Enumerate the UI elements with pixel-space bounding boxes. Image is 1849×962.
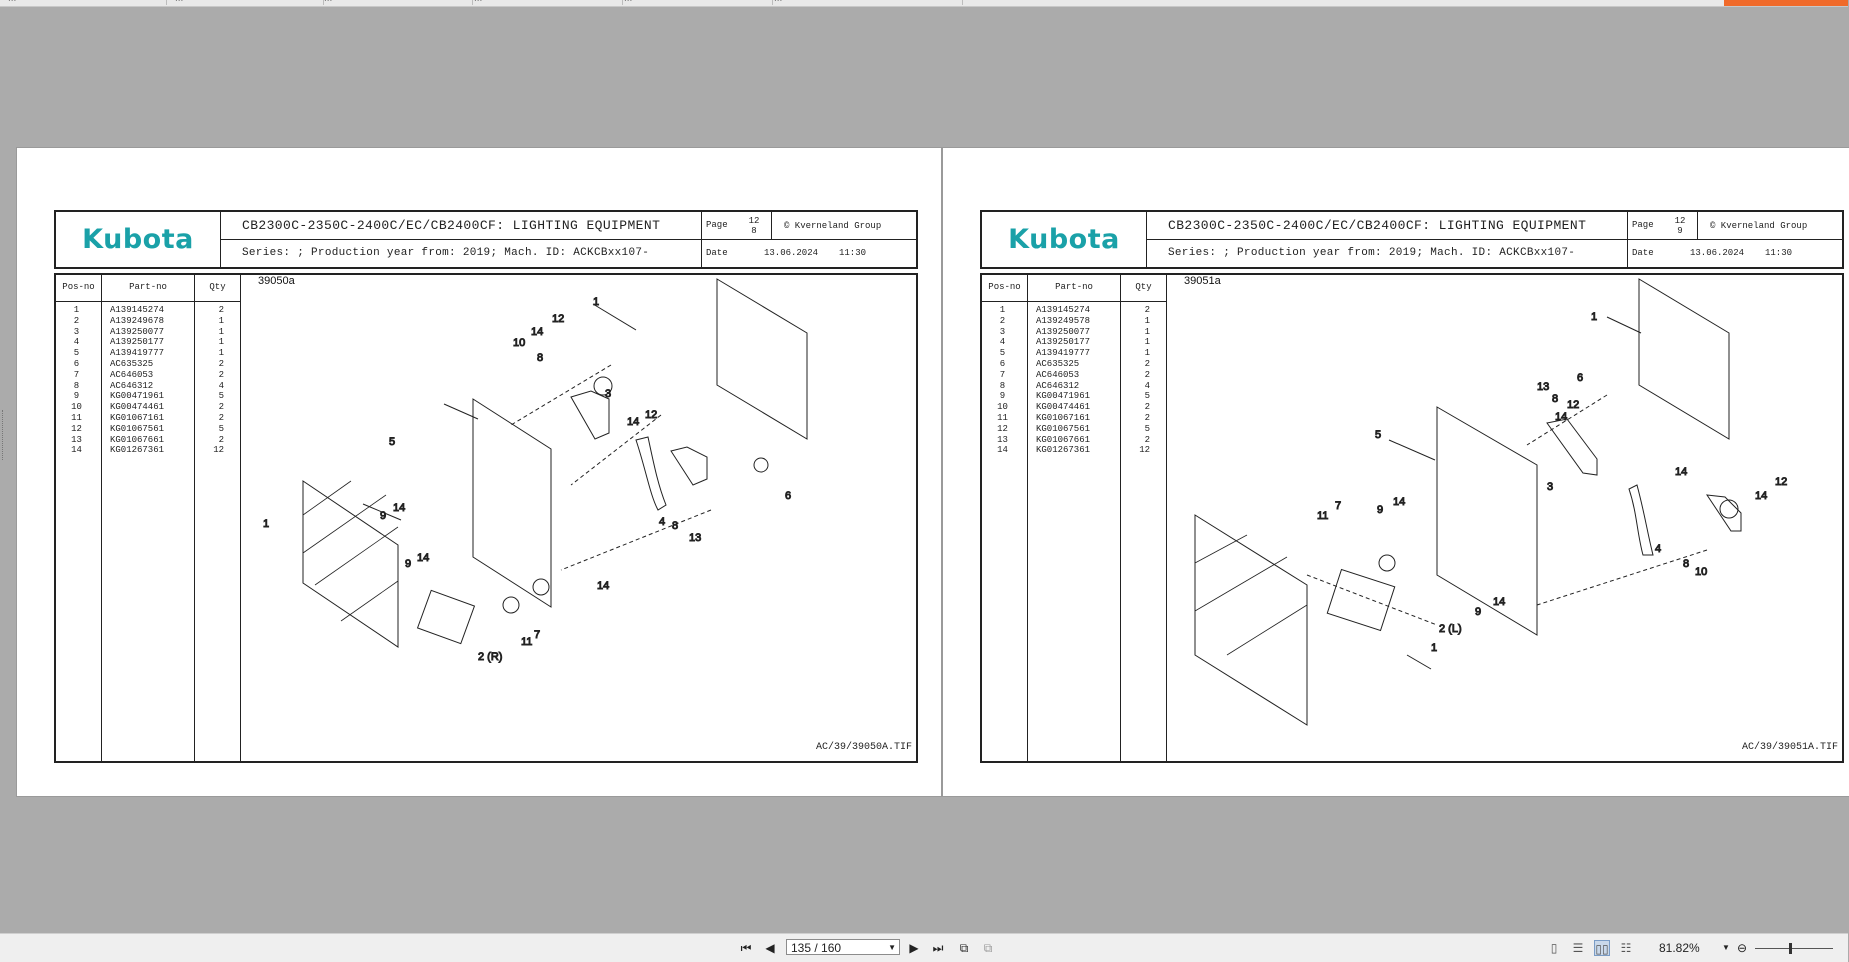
table-cell: KG00474461 xyxy=(1036,402,1091,413)
table-cell: 3 xyxy=(999,326,1006,337)
qty-column xyxy=(195,275,241,761)
zoom-out-icon: ⊖ xyxy=(1736,941,1748,955)
table-cell: 2 xyxy=(1144,305,1150,315)
table-cell: 5 xyxy=(218,391,224,402)
callout-14e: 14 xyxy=(1493,596,1506,608)
callout-4: 4 xyxy=(1655,543,1662,555)
file-reference: AC/39/39050A.TIF xyxy=(815,742,912,753)
callout-12b: 12 xyxy=(645,409,658,421)
two-page-icon: ▯▯ xyxy=(1595,942,1609,956)
callout-10: 10 xyxy=(1695,566,1708,578)
part-list xyxy=(1028,305,1120,456)
callout-2r: 2 (R) xyxy=(478,651,503,663)
table-cell: 1 xyxy=(218,348,224,359)
callout-11: 11 xyxy=(521,636,533,648)
table-cell: 2 xyxy=(218,402,224,413)
insert-page-button[interactable] xyxy=(956,940,972,956)
table-cell: 4 xyxy=(73,337,80,348)
table-cell: 5 xyxy=(1144,423,1150,434)
pdf-page-left xyxy=(16,147,942,797)
callout-8: 8 xyxy=(1552,393,1559,405)
table-cell: AC635325 xyxy=(1036,358,1080,369)
table-cell: KG01067561 xyxy=(1036,423,1091,434)
page-label: Page xyxy=(706,220,728,230)
pos-list xyxy=(56,305,101,456)
table-cell: 2 xyxy=(1144,358,1150,369)
diagram-id: 39051a xyxy=(1184,275,1221,287)
file-reference: AC/39/39051A.TIF xyxy=(1741,742,1838,753)
table-cell: 11 xyxy=(997,412,1008,423)
date-cell xyxy=(702,240,916,267)
callout-5: 5 xyxy=(1375,429,1382,441)
qty-list xyxy=(1121,305,1166,456)
table-cell: 5 xyxy=(73,348,80,359)
callout-9b: 9 xyxy=(405,558,412,570)
qty-header: Qty xyxy=(1121,275,1166,302)
table-cell: 12 xyxy=(1139,445,1150,456)
callout-1: 1 xyxy=(593,296,600,308)
table-cell: 2 xyxy=(73,315,80,326)
table-cell: 4 xyxy=(999,337,1006,348)
callout-14: 14 xyxy=(1555,411,1568,423)
time-value: 11:30 xyxy=(839,248,867,258)
table-cell: KG01267361 xyxy=(1036,445,1091,456)
table-cell: A139145274 xyxy=(110,305,165,315)
document-tab-1[interactable] xyxy=(0,0,167,5)
zoom-dropdown[interactable] xyxy=(1718,940,1734,956)
table-cell: 1 xyxy=(1144,315,1150,326)
page-number-top: 12 xyxy=(748,216,760,226)
exploded-diagram-svg xyxy=(241,275,916,761)
table-cell: 1 xyxy=(218,315,224,326)
copyright: © Kverneland Group xyxy=(772,212,916,240)
first-page-icon: ⏮ xyxy=(740,941,752,955)
table-cell: 13 xyxy=(997,434,1008,445)
single-page-icon: ▯ xyxy=(1550,941,1558,955)
table-cell: 5 xyxy=(999,348,1006,359)
zoom-slider[interactable] xyxy=(1755,948,1833,949)
previous-page-button[interactable] xyxy=(762,940,778,956)
table-cell: A139419777 xyxy=(110,348,165,359)
callout-9b: 9 xyxy=(1475,606,1482,618)
table-cell: AC646312 xyxy=(1036,380,1080,391)
title-block xyxy=(980,210,1844,269)
table-cell: 2 xyxy=(999,315,1006,326)
copyright: © Kverneland Group xyxy=(1698,212,1842,240)
table-cell: KG01067661 xyxy=(1036,434,1091,445)
callout-10: 10 xyxy=(513,337,526,349)
table-cell: 7 xyxy=(73,369,80,380)
callout-9: 9 xyxy=(380,510,387,522)
part-column xyxy=(102,275,195,761)
exploded-diagram-svg xyxy=(1167,275,1842,761)
callout-14b: 14 xyxy=(627,416,640,428)
table-cell: 1 xyxy=(1144,326,1150,337)
single-page-view-button[interactable] xyxy=(1546,940,1562,956)
table-cell: 4 xyxy=(1144,380,1150,391)
table-cell: 14 xyxy=(71,445,82,456)
table-cell: 1 xyxy=(218,337,224,348)
table-cell: 13 xyxy=(71,434,82,445)
table-cell: 9 xyxy=(999,391,1006,402)
part-header: Part-no xyxy=(1028,275,1120,302)
tab-bar xyxy=(0,0,1848,7)
series-info: Series: ; Production year from: 2019; Mach. ID: ACKCBxx107- xyxy=(220,240,702,267)
page-number-input[interactable] xyxy=(786,939,900,955)
callout-1b: 1 xyxy=(263,518,270,530)
table-cell: A139250077 xyxy=(110,326,165,337)
logo-cell xyxy=(56,212,221,267)
table-cell: 2 xyxy=(218,369,224,380)
table-cell: A139250077 xyxy=(1036,326,1091,337)
page-cell xyxy=(1628,212,1698,240)
previous-page-icon: ◀ xyxy=(765,941,775,955)
time-value: 11:30 xyxy=(1765,248,1793,258)
document-tab-5[interactable] xyxy=(616,0,773,5)
qty-list xyxy=(195,305,240,456)
table-cell: 2 xyxy=(1144,369,1150,380)
table-cell: A139250177 xyxy=(1036,337,1091,348)
table-cell: 2 xyxy=(1144,402,1150,413)
table-cell: 4 xyxy=(218,380,224,391)
callout-7: 7 xyxy=(1335,500,1342,512)
table-cell: 6 xyxy=(73,358,80,369)
kubota-logo: Kubota xyxy=(82,224,194,255)
table-cell: AC646053 xyxy=(1036,369,1080,380)
page-number-bottom: 9 xyxy=(1677,226,1683,236)
pos-list xyxy=(982,305,1027,456)
callout-2l: 2 (L) xyxy=(1439,623,1462,635)
callout-7: 7 xyxy=(534,629,541,641)
table-cell: AC646053 xyxy=(110,369,154,380)
table-cell: 1 xyxy=(1144,337,1150,348)
callout-9: 9 xyxy=(1377,504,1384,516)
page-label: Page xyxy=(1632,220,1654,230)
page-cell xyxy=(702,212,772,240)
document-tab-6[interactable] xyxy=(766,0,963,5)
page-number xyxy=(744,216,764,236)
table-cell: A139249678 xyxy=(110,315,165,326)
table-cell: KG01067561 xyxy=(110,423,165,434)
table-cell: 9 xyxy=(73,391,80,402)
page-number-value: 135 / 160 xyxy=(791,941,842,955)
last-page-icon: ⏭ xyxy=(932,941,944,955)
document-tab-3[interactable] xyxy=(316,0,473,5)
callout-1b: 1 xyxy=(1431,642,1438,654)
table-cell: KG00471961 xyxy=(110,391,165,402)
chevron-down-icon[interactable]: ▼ xyxy=(888,943,896,952)
chevron-down-icon: ▼ xyxy=(1722,943,1730,952)
callout-14c: 14 xyxy=(1755,490,1768,502)
qty-header: Qty xyxy=(195,275,240,302)
zoom-out-button[interactable] xyxy=(1734,940,1750,956)
table-cell: A139145274 xyxy=(1036,305,1091,315)
callout-13: 13 xyxy=(1537,381,1550,393)
callout-12b: 12 xyxy=(1775,476,1788,488)
callout-14d: 14 xyxy=(1393,496,1406,508)
date-cell xyxy=(1628,240,1842,267)
table-cell: 2 xyxy=(218,305,224,315)
two-page-view-button[interactable] xyxy=(1594,940,1610,956)
part-column xyxy=(1028,275,1121,761)
table-cell: 2 xyxy=(218,358,224,369)
table-cell: 11 xyxy=(71,412,82,423)
page-number-bottom: 8 xyxy=(751,226,757,236)
kubota-logo: Kubota xyxy=(1008,224,1120,255)
two-page-continuous-icon: ☷ xyxy=(1620,941,1632,955)
table-cell: 1 xyxy=(1144,348,1150,359)
table-cell: 10 xyxy=(997,402,1008,413)
logo-cell xyxy=(982,212,1147,267)
callout-12: 12 xyxy=(1567,399,1580,411)
table-cell: 1 xyxy=(218,326,224,337)
title-block xyxy=(54,210,918,269)
table-cell: 7 xyxy=(999,369,1006,380)
callout-12: 12 xyxy=(552,313,565,325)
date-label: Date xyxy=(706,248,728,258)
callout-3: 3 xyxy=(1547,481,1554,493)
exploded-diagram xyxy=(1167,275,1842,761)
parts-body xyxy=(980,273,1844,763)
zoom-slider-handle[interactable] xyxy=(1789,943,1792,954)
part-header: Part-no xyxy=(102,275,194,302)
date-value: 13.06.2024 xyxy=(764,248,819,258)
next-page-icon: ▶ xyxy=(909,941,919,955)
callout-1: 1 xyxy=(1591,311,1598,323)
table-cell: A139249578 xyxy=(1036,315,1091,326)
page-title: CB2300C-2350C-2400C/EC/CB2400CF: LIGHTING EQUIPMENT xyxy=(1146,212,1628,240)
extract-page-icon: ⧉ xyxy=(983,941,993,955)
drawing-frame xyxy=(980,210,1844,763)
first-page-button[interactable] xyxy=(738,940,754,956)
table-cell: AC635325 xyxy=(110,358,154,369)
callout-6: 6 xyxy=(1577,372,1584,384)
date-label: Date xyxy=(1632,248,1654,258)
qty-column xyxy=(1121,275,1167,761)
callout-3: 3 xyxy=(605,388,612,400)
drawing-frame xyxy=(54,210,918,763)
date-value: 13.06.2024 xyxy=(1690,248,1745,258)
table-cell: KG01067661 xyxy=(110,434,165,445)
table-cell: 1 xyxy=(999,305,1006,315)
pdf-page-right xyxy=(942,147,1849,797)
table-cell: A139250177 xyxy=(110,337,165,348)
table-cell: 2 xyxy=(1144,434,1150,445)
table-cell: AC646312 xyxy=(110,380,154,391)
table-cell: 6 xyxy=(999,358,1006,369)
table-cell: 2 xyxy=(218,434,224,445)
table-cell: 5 xyxy=(218,423,224,434)
callout-14d: 14 xyxy=(417,552,430,564)
callout-4: 4 xyxy=(659,516,666,528)
document-tab-2[interactable] xyxy=(167,0,324,5)
table-cell: 12 xyxy=(71,423,82,434)
insert-page-icon: ⧉ xyxy=(959,941,969,955)
last-page-button[interactable] xyxy=(930,940,946,956)
extract-page-button[interactable] xyxy=(980,940,996,956)
table-cell: 8 xyxy=(999,380,1006,391)
callout-5: 5 xyxy=(389,436,396,448)
parts-body xyxy=(54,273,918,763)
callout-8b: 8 xyxy=(672,520,679,532)
table-cell: 14 xyxy=(997,445,1008,456)
table-cell: KG00474461 xyxy=(110,402,165,413)
pos-column xyxy=(982,275,1028,761)
page-number-top: 12 xyxy=(1674,216,1686,226)
document-tab-4[interactable] xyxy=(466,0,623,5)
callout-14e: 14 xyxy=(597,580,610,592)
callout-8b: 8 xyxy=(1683,558,1690,570)
continuous-view-button[interactable] xyxy=(1570,940,1586,956)
continuous-page-icon: ☰ xyxy=(1572,941,1584,955)
diagram-id: 39050a xyxy=(258,275,295,287)
pos-header: Pos-no xyxy=(982,275,1027,302)
series-info: Series: ; Production year from: 2019; Mach. ID: ACKCBxx107- xyxy=(1146,240,1628,267)
next-page-button[interactable] xyxy=(906,940,922,956)
table-cell: KG01067161 xyxy=(1036,412,1091,423)
table-cell: 8 xyxy=(73,380,80,391)
callout-8: 8 xyxy=(537,352,544,364)
table-cell: 10 xyxy=(71,402,82,413)
table-cell: 12 xyxy=(997,423,1008,434)
table-cell: 5 xyxy=(1144,391,1150,402)
callout-13: 13 xyxy=(689,532,702,544)
table-cell: A139419777 xyxy=(1036,348,1091,359)
page-number xyxy=(1670,216,1690,236)
part-list xyxy=(102,305,194,456)
table-cell: 3 xyxy=(73,326,80,337)
table-cell: 2 xyxy=(1144,412,1150,423)
zoom-level[interactable]: 81.82% xyxy=(1659,941,1700,955)
table-cell: 2 xyxy=(218,412,224,423)
exploded-diagram xyxy=(241,275,916,761)
callout-11: 11 xyxy=(1317,510,1329,522)
pos-column xyxy=(56,275,102,761)
window-close-accent[interactable] xyxy=(1724,0,1848,6)
callout-6: 6 xyxy=(785,490,792,502)
callout-14c: 14 xyxy=(393,502,406,514)
pane-resize-handle[interactable] xyxy=(2,410,7,460)
table-cell: KG01267361 xyxy=(110,445,165,456)
pos-header: Pos-no xyxy=(56,275,101,302)
table-cell: 1 xyxy=(73,305,80,315)
table-cell: 12 xyxy=(213,445,224,456)
two-page-continuous-button[interactable] xyxy=(1618,940,1634,956)
table-cell: KG00471961 xyxy=(1036,391,1091,402)
callout-14: 14 xyxy=(531,326,544,338)
table-cell: KG01067161 xyxy=(110,412,165,423)
status-toolbar xyxy=(0,933,1848,962)
page-title: CB2300C-2350C-2400C/EC/CB2400CF: LIGHTING EQUIPMENT xyxy=(220,212,702,240)
callout-14b: 14 xyxy=(1675,466,1688,478)
